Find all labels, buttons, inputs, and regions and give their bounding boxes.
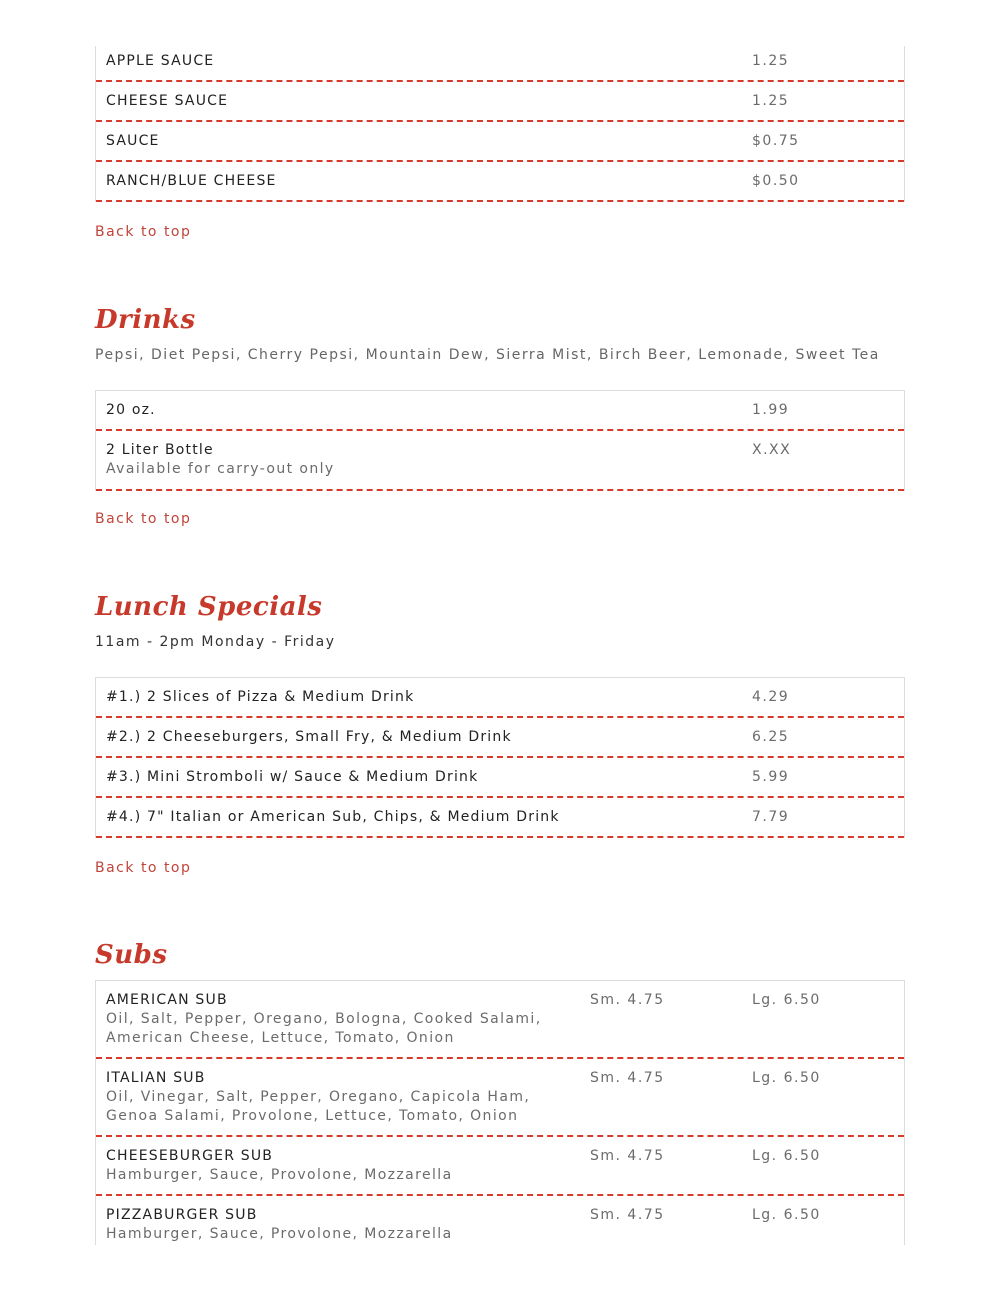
item-price-small: Sm. 4.75 — [590, 1070, 665, 1086]
item-price-large: Lg. 6.50 — [752, 992, 821, 1008]
item-price: 1.25 — [752, 93, 790, 109]
item-price: 4.29 — [752, 689, 790, 705]
item-price-small: Sm. 4.75 — [590, 1148, 665, 1164]
item-price-small: Sm. 4.75 — [590, 1207, 665, 1223]
item-price: $0.50 — [752, 173, 800, 189]
menu-row — [96, 46, 904, 82]
menu-row — [96, 431, 904, 491]
menu-row — [96, 1059, 904, 1137]
menu-row — [96, 1137, 904, 1196]
menu-row — [96, 678, 904, 718]
menu-row — [96, 1196, 904, 1245]
back-to-top-link[interactable]: Back to top — [95, 511, 192, 527]
menu-row — [96, 162, 904, 202]
item-name: PIZZABURGER SUB — [106, 1207, 258, 1223]
menu-row — [96, 82, 904, 122]
item-price: X.XX — [752, 442, 792, 458]
item-description: Oil, Vinegar, Salt, Pepper, Oregano, Capicola Ham, Genoa Salami, Provolone, Lettuce, Tomato, Onion — [106, 1089, 531, 1124]
menu-row — [96, 391, 904, 431]
item-price: 1.25 — [752, 53, 790, 69]
item-name: 20 oz. — [106, 402, 156, 418]
item-price: 7.79 — [752, 809, 790, 825]
item-description: Available for carry-out only — [106, 461, 335, 477]
menu-row — [96, 122, 904, 162]
item-name: RANCH/BLUE CHEESE — [106, 173, 277, 189]
section-description: Pepsi, Diet Pepsi, Cherry Pepsi, Mountain Dew, Sierra Mist, Birch Beer, Lemonade, Sweet Tea — [95, 347, 880, 363]
item-price: $0.75 — [752, 133, 800, 149]
item-name: SAUCE — [106, 133, 160, 149]
item-price: 5.99 — [752, 769, 790, 785]
item-name: APPLE SAUCE — [106, 53, 215, 69]
item-name: CHEESEBURGER SUB — [106, 1148, 274, 1164]
item-name: AMERICAN SUB — [106, 992, 228, 1008]
back-to-top-link[interactable]: Back to top — [95, 224, 192, 240]
item-price-large: Lg. 6.50 — [752, 1070, 821, 1086]
subs-table — [95, 980, 905, 1245]
item-name: #2.) 2 Cheeseburgers, Small Fry, & Medium Drink — [106, 729, 512, 745]
item-price: 1.99 — [752, 402, 790, 418]
item-description: Hamburger, Sauce, Provolone, Mozzarella — [106, 1226, 453, 1242]
item-name: #3.) Mini Stromboli w/ Sauce & Medium Drink — [106, 769, 479, 785]
menu-row — [96, 798, 904, 838]
drinks-table — [95, 390, 905, 491]
menu-row — [96, 758, 904, 798]
section-title-lunch-specials: Lunch Specials — [95, 592, 323, 622]
item-description: Oil, Salt, Pepper, Oregano, Bologna, Cooked Salami, American Cheese, Lettuce, Tomato, Onion — [106, 1011, 542, 1046]
item-name: #4.) 7" Italian or American Sub, Chips, & Medium Drink — [106, 809, 560, 825]
section-title-drinks: Drinks — [95, 305, 196, 335]
item-price-large: Lg. 6.50 — [752, 1207, 821, 1223]
section-description: 11am - 2pm Monday - Friday — [95, 634, 336, 650]
item-price-small: Sm. 4.75 — [590, 992, 665, 1008]
item-name: CHEESE SAUCE — [106, 93, 229, 109]
menu-row — [96, 981, 904, 1059]
section-title-subs: Subs — [95, 940, 168, 970]
item-name: #1.) 2 Slices of Pizza & Medium Drink — [106, 689, 415, 705]
item-price: 6.25 — [752, 729, 790, 745]
menu-row — [96, 718, 904, 758]
item-price-large: Lg. 6.50 — [752, 1148, 821, 1164]
back-to-top-link[interactable]: Back to top — [95, 860, 192, 876]
item-description: Hamburger, Sauce, Provolone, Mozzarella — [106, 1167, 453, 1183]
item-name: ITALIAN SUB — [106, 1070, 206, 1086]
item-name: 2 Liter Bottle — [106, 442, 214, 458]
sauces-table — [95, 46, 905, 202]
lunch-specials-table — [95, 677, 905, 838]
